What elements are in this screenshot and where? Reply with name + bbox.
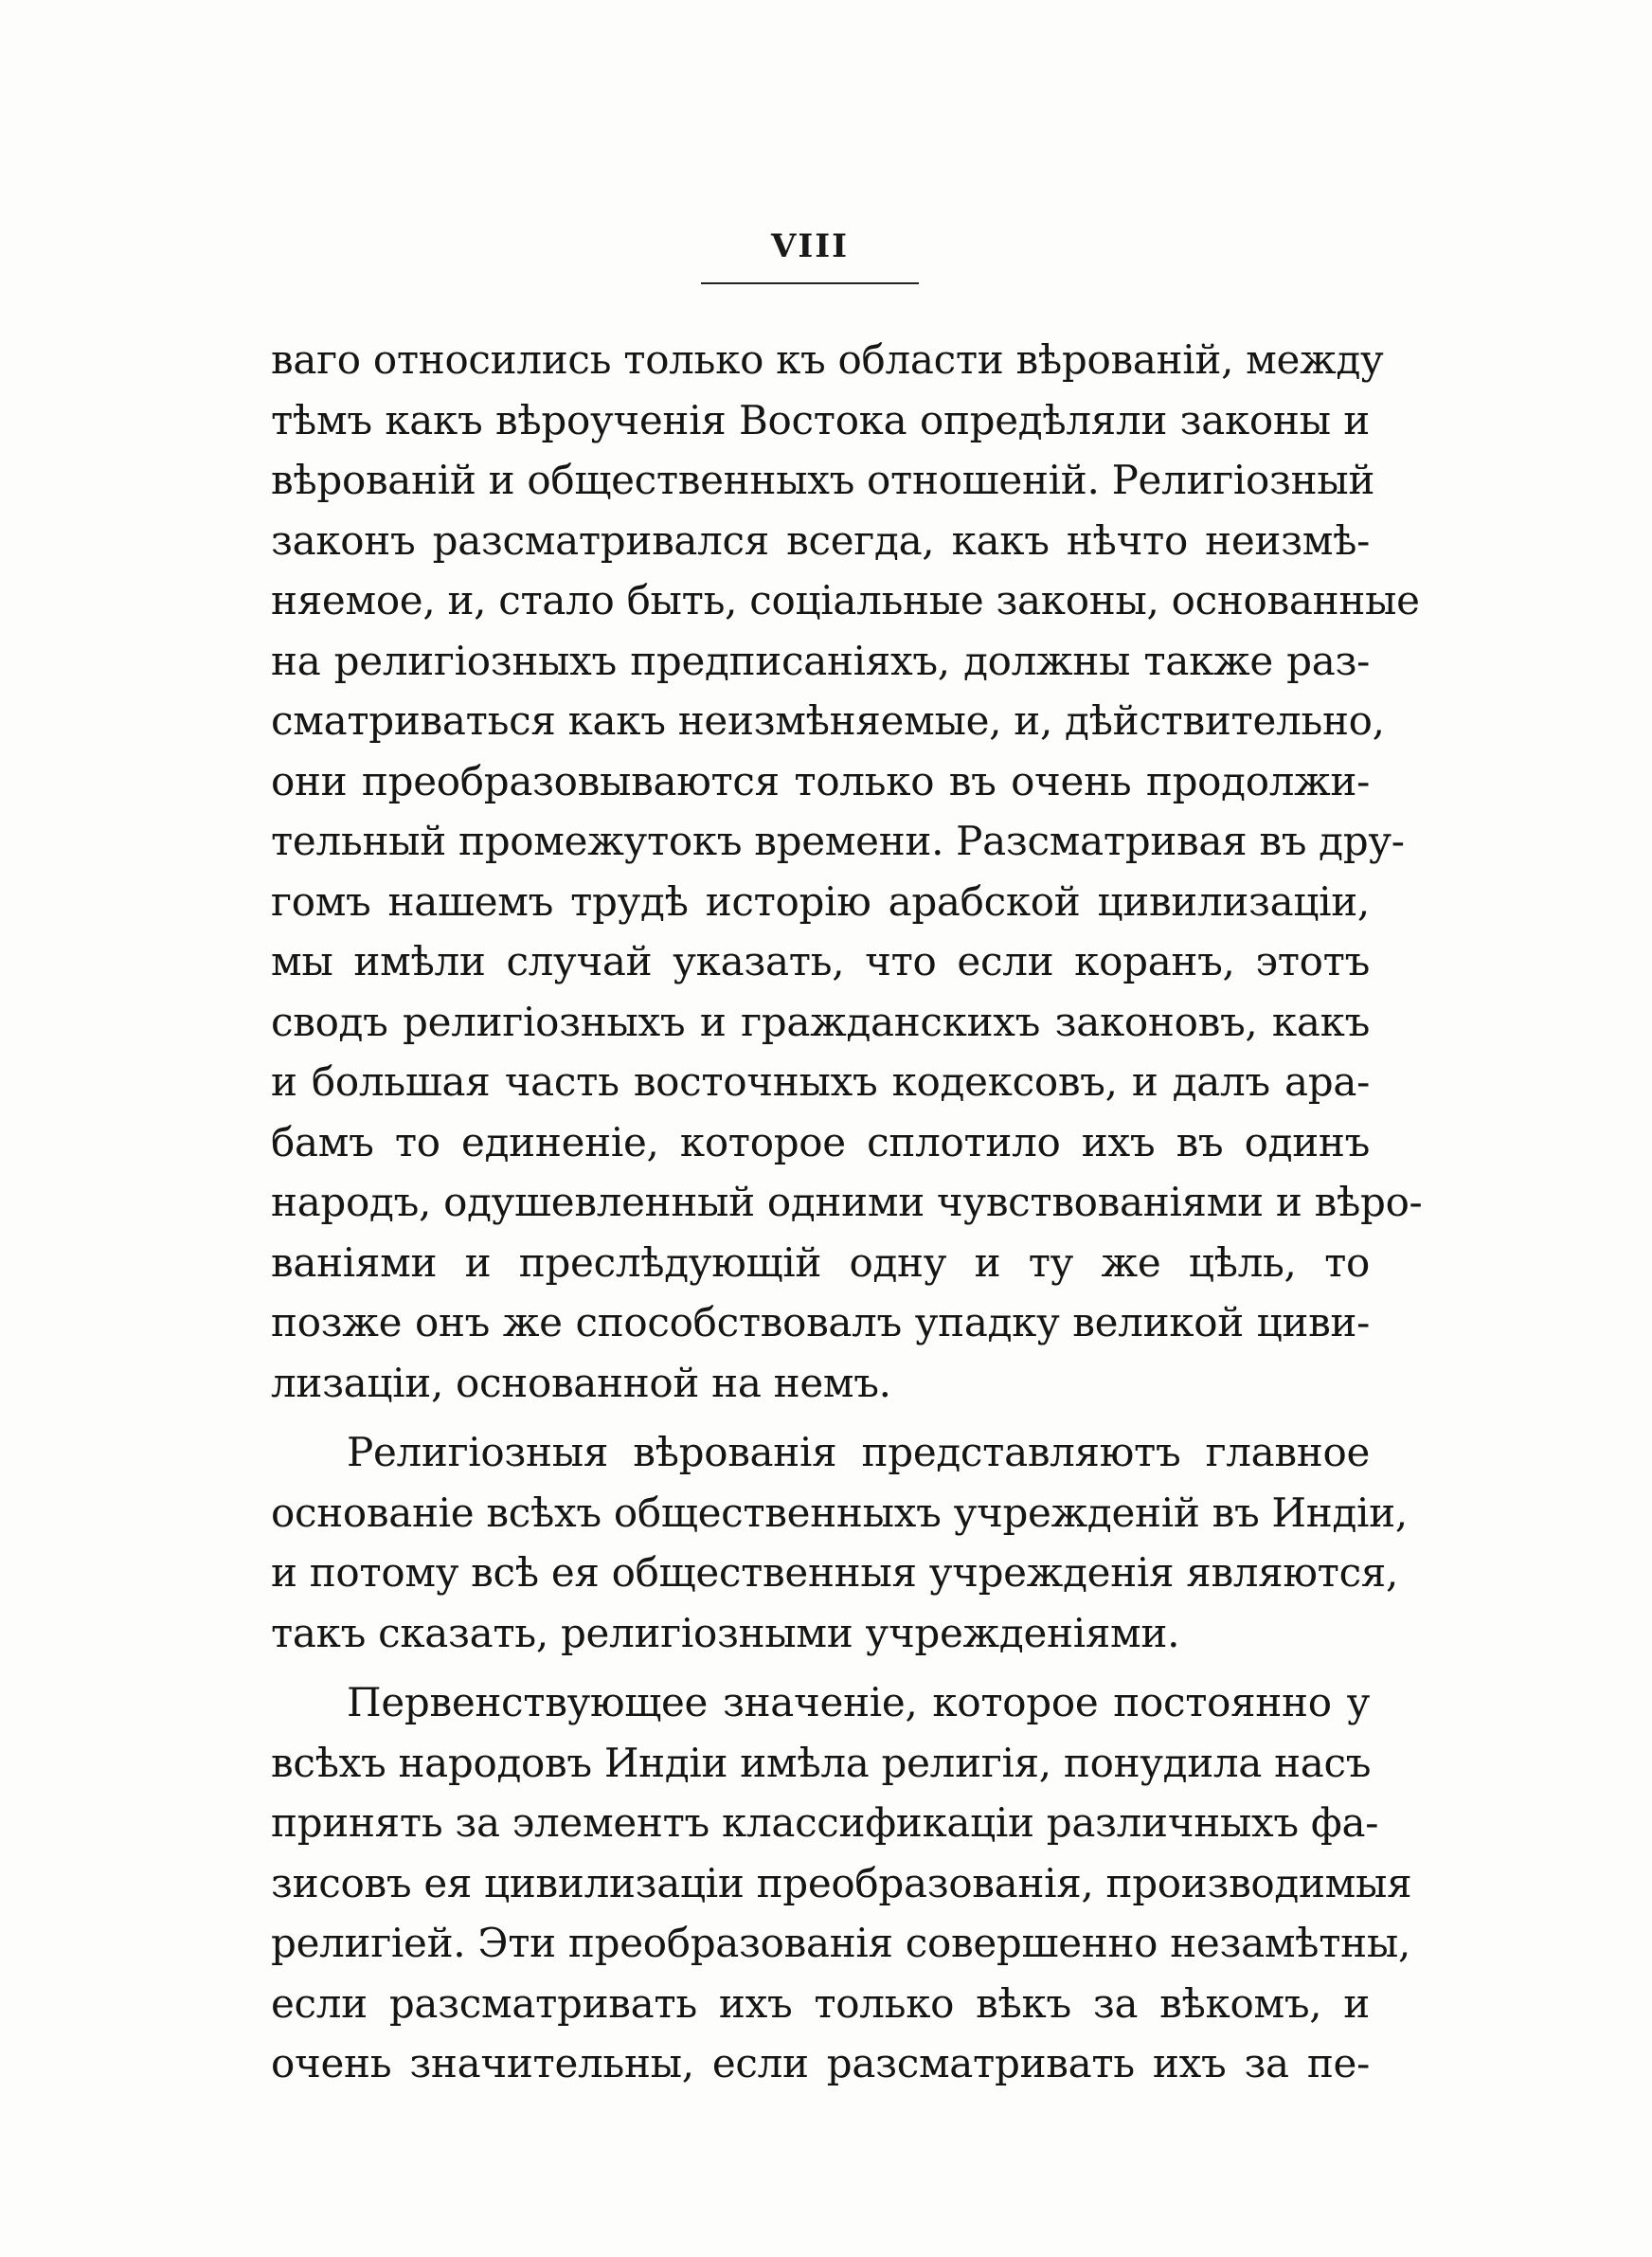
text-line: законъ разсматривался всегда, какъ нѣчто неизмѣ-: [271, 516, 1370, 564]
text-line: очень значительны, если разсматривать ихъ за пе-: [271, 2040, 1370, 2086]
text-line: основаніе всѣхъ общественныхъ учрежденій въ Индіи,: [271, 1489, 1408, 1536]
text-line: сматриваться какъ неизмѣняемые, и, дѣйствительно,: [271, 697, 1385, 744]
text-line: если разсматривать ихъ только вѣкъ за вѣкомъ, и: [271, 1979, 1370, 2027]
text-line: они преобразовываются только въ очень продолжи-: [271, 757, 1370, 804]
text-line: на религіозныхъ предписаніяхъ, должны также раз-: [271, 637, 1370, 684]
page-number: VIII: [770, 227, 850, 265]
text-line: религіей. Эти преобразованія совершенно незамѣтны,: [271, 1920, 1411, 1966]
text-line: ваго относились только къ области вѣрованій, между: [271, 336, 1384, 383]
header-rule: [701, 282, 919, 284]
paragraph-gap: [271, 1663, 1370, 1672]
text-line: тельный промежутокъ времени. Разсматривая въ дру-: [271, 818, 1405, 864]
text-line: и потому всѣ ея общественныя учрежденія являются,: [271, 1549, 1399, 1596]
text-line: вѣрованій и общественныхъ отношеній. Религіозный: [271, 457, 1375, 503]
text-line: зисовъ ея цивилизаціи преобразованія, производимыя: [271, 1859, 1412, 1906]
text-line: ваніями и преслѣдующій одну и ту же цѣль, то: [271, 1238, 1370, 1286]
paragraph-gap: [271, 1413, 1370, 1422]
body-text: [271, 330, 1423, 2094]
text-line: тѣмъ какъ вѣроученія Востока опредѣляли законы и: [271, 396, 1370, 443]
text-line: Религіозныя вѣрованія представляютъ главное: [347, 1429, 1370, 1475]
text-line: всѣхъ народовъ Индіи имѣла религія, понудила насъ: [271, 1739, 1372, 1786]
text-line: Первенствующее значеніе, которое постоянно у: [347, 1679, 1370, 1725]
text-line: народъ, одушевленный одними чувствованіями и вѣро-: [271, 1179, 1423, 1225]
paragraph-2: [271, 1422, 1408, 1663]
text-line: няемое, и, стало быть, соціальные законы, основанные: [271, 577, 1420, 623]
text-line: бамъ то единеніе, которое сплотило ихъ въ одинъ: [271, 1118, 1370, 1165]
page-header: [701, 226, 919, 284]
text-line: позже онъ же способствовалъ упадку великой циви-: [271, 1299, 1370, 1345]
paragraph-3: [271, 1672, 1412, 2094]
text-line: и большая часть восточныхъ кодексовъ, и далъ ара-: [271, 1058, 1370, 1105]
text-line: мы имѣли случай указать, что если коранъ, этотъ: [271, 938, 1370, 984]
text-line: гомъ нашемъ трудѣ исторію арабской цивилизаціи,: [271, 877, 1370, 925]
text-line: сводъ религіозныхъ и гражданскихъ законовъ, какъ: [271, 998, 1370, 1045]
text-line: такъ сказать, религіозными учрежденіями.: [271, 1609, 1180, 1656]
text-line: принять за элементъ классификаціи различныхъ фа-: [271, 1799, 1379, 1846]
paragraph-1: [271, 330, 1423, 1413]
text-line: лизаціи, основанной на немъ.: [271, 1359, 891, 1406]
